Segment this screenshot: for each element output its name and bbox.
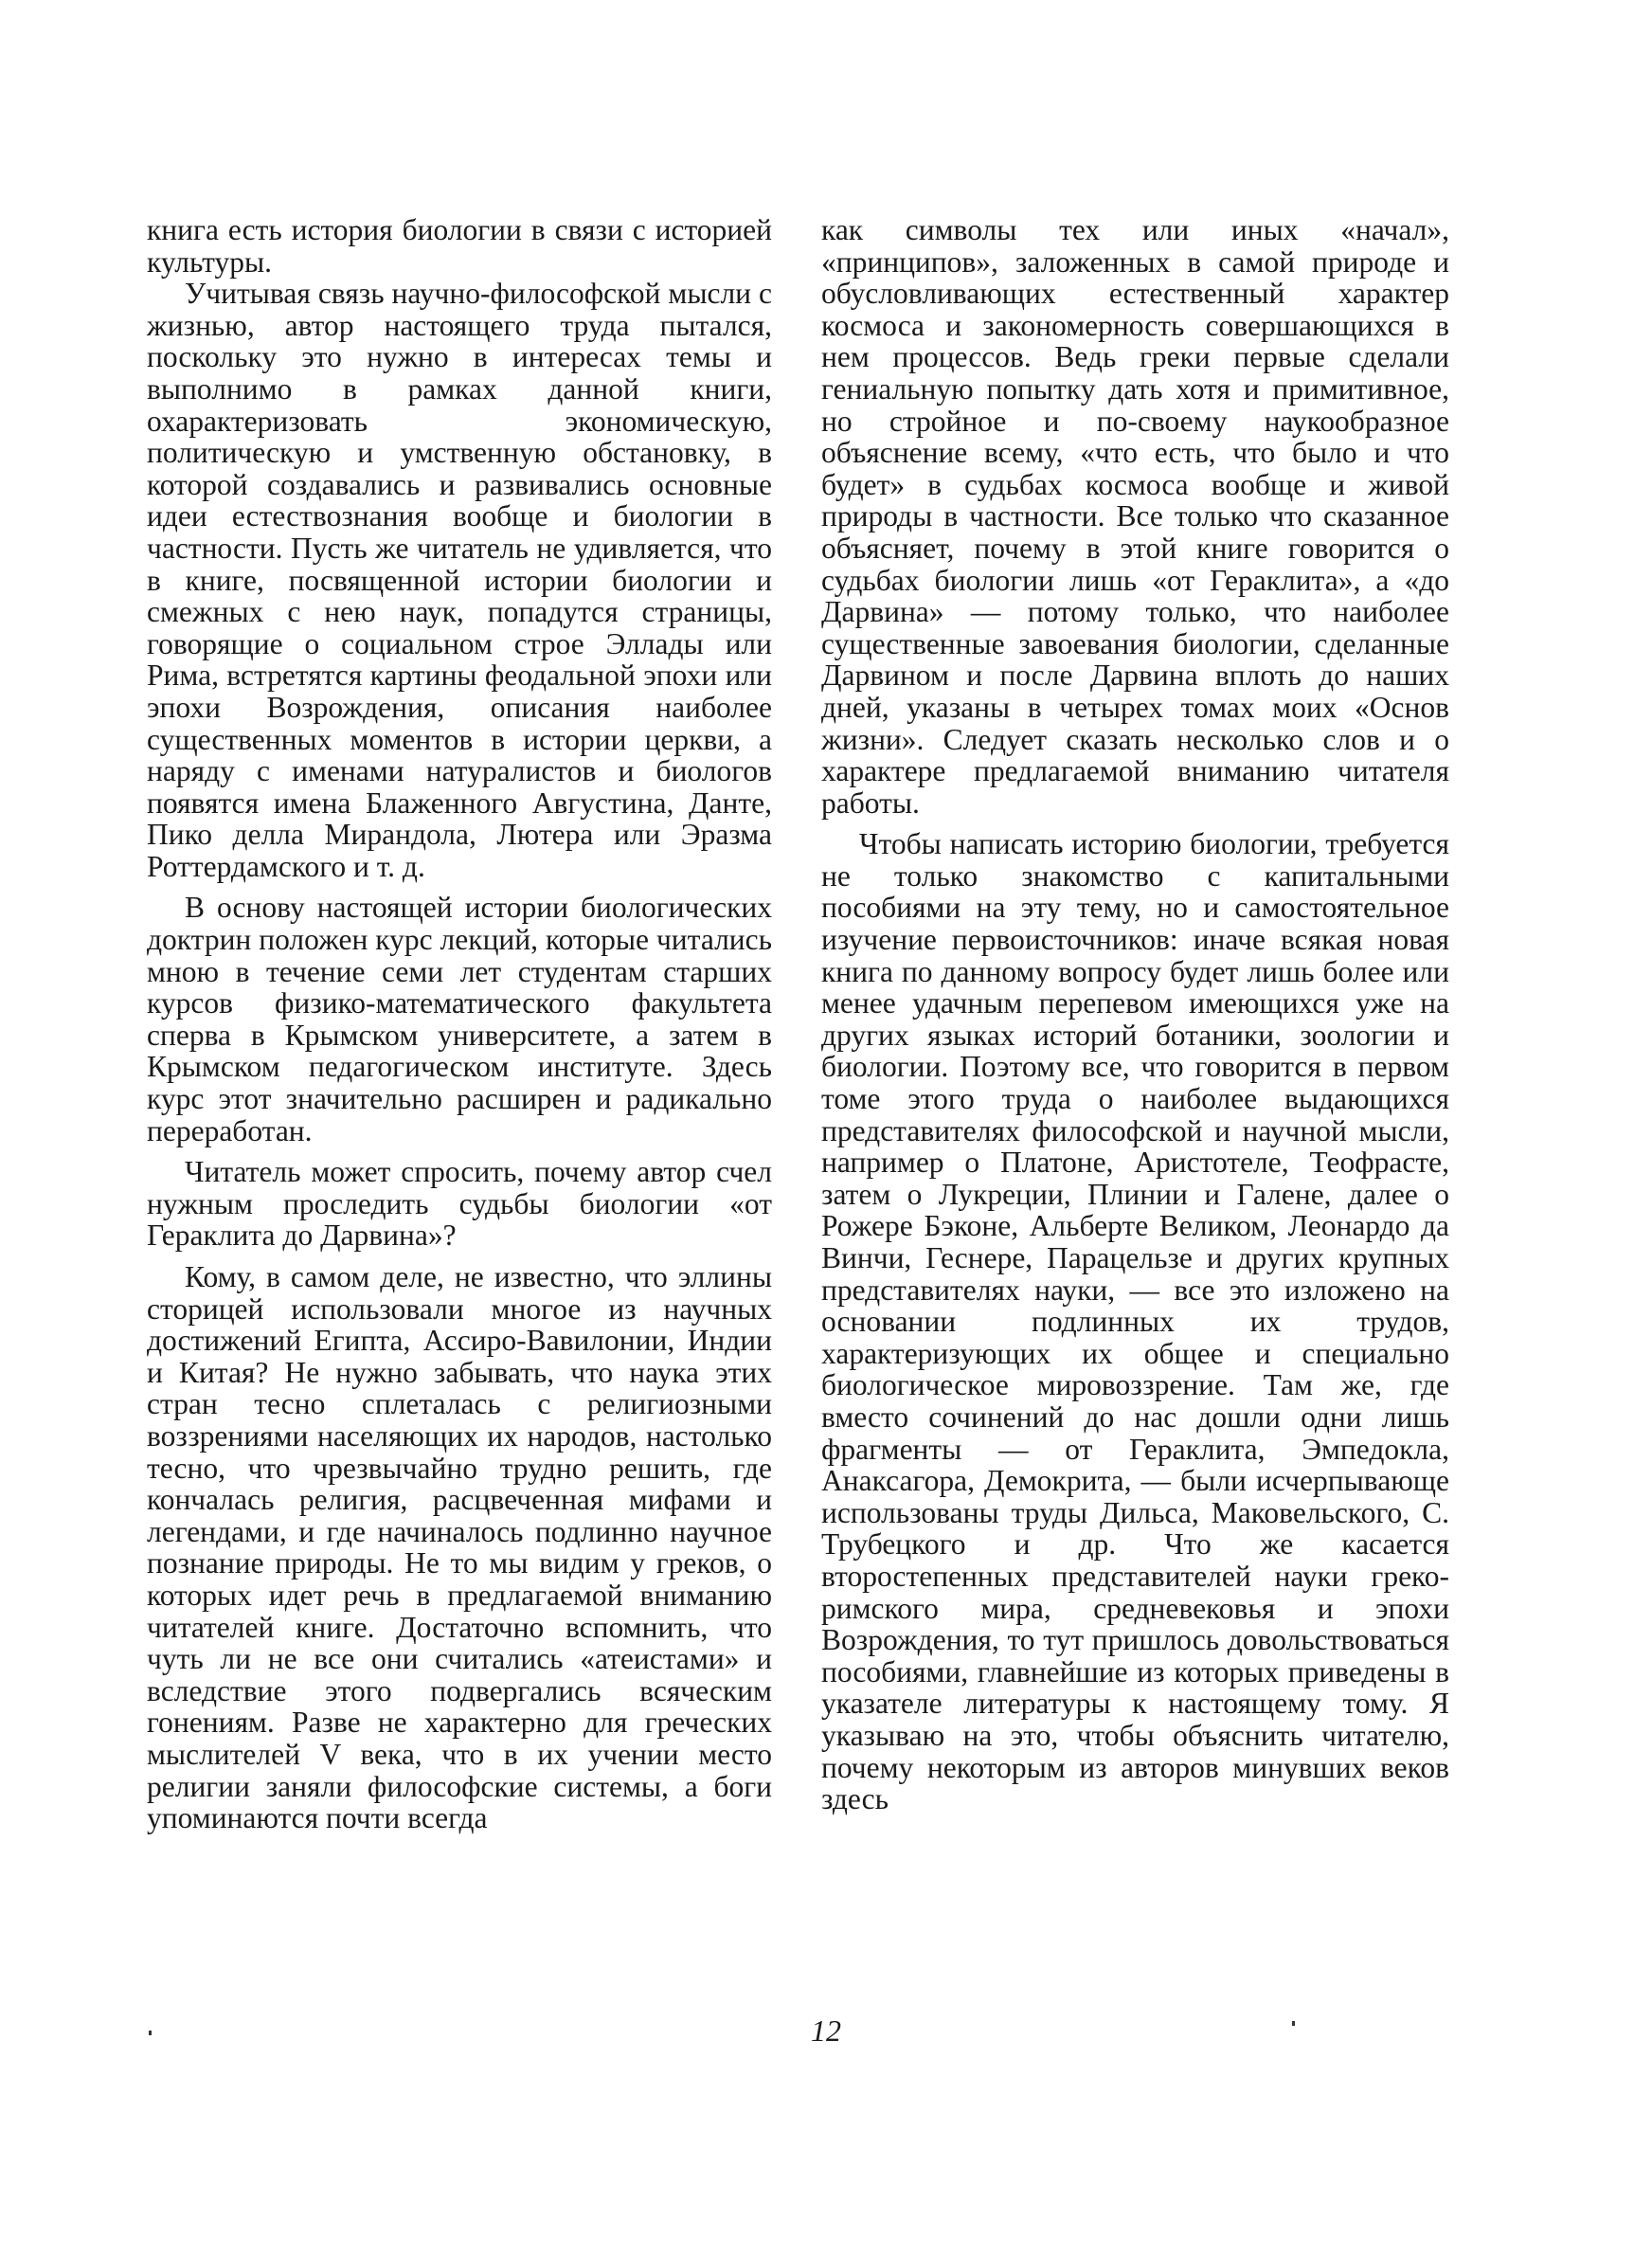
paragraph-left-4: Читатель может спросить, почему автор счел нужным проследить судьбы биологии «от Гераклита до Дарвина»? — [147, 1155, 772, 1253]
paragraph-left-2: Учитывая связь научно-философской мысли с жизнью, автор настоящего труда пытался, поскольку это нужно в интересах темы и выполнимо в рамках данной книги, охарактеризовать экономическую, политическую и умственную обстановку, в которой создавались и развивались основные идеи естествознания вообще и биологии в частности. Пусть же читатель не удивляется, что в книге, посвященной истории биологии и смежных с нею наук, попадутся страницы, говорящие о социальном строе Эллады или Рима, встретятся картины феодальной эпохи или эпохи Возрождения, описания наиболее существенных моментов в истории церкви, а наряду с именами натуралистов и биологов появятся имена Блаженного Августина, Данте, Пико делла Мирандола, Лютера или Эразма Роттердамского и т. д. — [147, 277, 772, 883]
paragraph-right-2: Чтобы написать историю биологии, требуется не только знакомство с капитальными пособиями на эту тему, но и самостоятельное изучение первоисточников: иначе всякая новая книга по данному вопросу будет лишь более или менее удачным перепевом имеющихся уже на других языках историй ботаники, зоологии и биологии. Поэтому все, что говорится в первом томе этого труда о наиболее выдающихся представителях философской и научной мысли, например о Платоне, Аристотеле, Теофрасте, затем о Лукреции, Плинии и Галене, далее о Рожере Бэконе, Альберте Великом, Леонардо да Винчи, Геснере, Парацельзе и других крупных представителях науки, — все это изложено на основании подлинных их трудов, характеризующих их общее и специально биологическое мировоззрение. Там же, где вместо сочинений до нас дошли одни лишь фрагменты — от Гераклита, Эмпедокла, Анаксагора, Демокрита, — были исчерпывающе использованы труды Дильса, Маковельского, С. Трубецкого и др. Что же касается второстепенных представителей науки греко-римского мира, средневековья и эпохи Возрождения, то тут пришлось довольствоваться пособиями, главнейшие из которых приведены в указателе литературы к настоящему тому. Я указываю на это, чтобы объяснить читателю, почему некоторым из авторов минувших веков здесь — [821, 827, 1449, 1816]
paragraph-left-5: Кому, в самом деле, не известно, что эллины сторицей использовали многое из научных достижений Египта, Ассиро-Вавилонии, Индии и Китая? Не нужно забывать, что наука этих стран тесно сплеталась с религиозными воззрениями населяющих их народов, настолько тесно, что чрезвычайно трудно решить, где кончалась религия, расцвеченная мифами и легендами, и где начиналось подлинно научное познание природы. Не то мы видим у греков, о которых идет речь в предлагаемой вниманию читателей книге. Достаточно вспомнить, что чуть ли не все они считались «атеистами» и вследствие этого подвергались всяческим гонениям. Разве не характерно для греческих мыслителей V века, что в их учении место религии заняли философские системы, а боги упоминаются почти всегда — [147, 1260, 772, 1835]
right-column — [821, 214, 1449, 1815]
paragraph-left-3: В основу настоящей истории биологических доктрин положен курс лекций, которые читались мною в течение семи лет студентам старших курсов физико-математического факультета сперва в Крымском университете, а затем в Крымском педагогическом институте. Здесь курс этот значительно расширен и радикально переработан. — [147, 891, 772, 1147]
scan-speck — [149, 2031, 152, 2035]
scan-speck — [1292, 2021, 1295, 2026]
left-column — [147, 214, 772, 1834]
paragraph-left-1: книга есть история биологии в связи с историей культуры. — [147, 213, 772, 279]
paragraph-right-1: как символы тех или иных «начал», «принципов», заложенных в самой природе и обусловливающих естественный характер космоса и закономерность совершающихся в нем процессов. Ведь греки первые сделали гениальную попытку дать хотя и примитивное, но стройное и по-своему наукообразное объяснение всему, «что есть, что было и что будет» в судьбах космоса вообще и живой природы в частности. Все только что сказанное объясняет, почему в этой книге говорится о судьбах биологии лишь «от Гераклита», а «до Дарвина» — потому только, что наиболее существенные завоевания биологии, сделанные Дарвином и после Дарвина вплоть до наших дней, указаны в четырех томах моих «Основ жизни». Следует сказать несколько слов и о характере предлагаемой вниманию читателя работы. — [821, 213, 1449, 820]
page-number: 12 — [811, 2013, 841, 2048]
